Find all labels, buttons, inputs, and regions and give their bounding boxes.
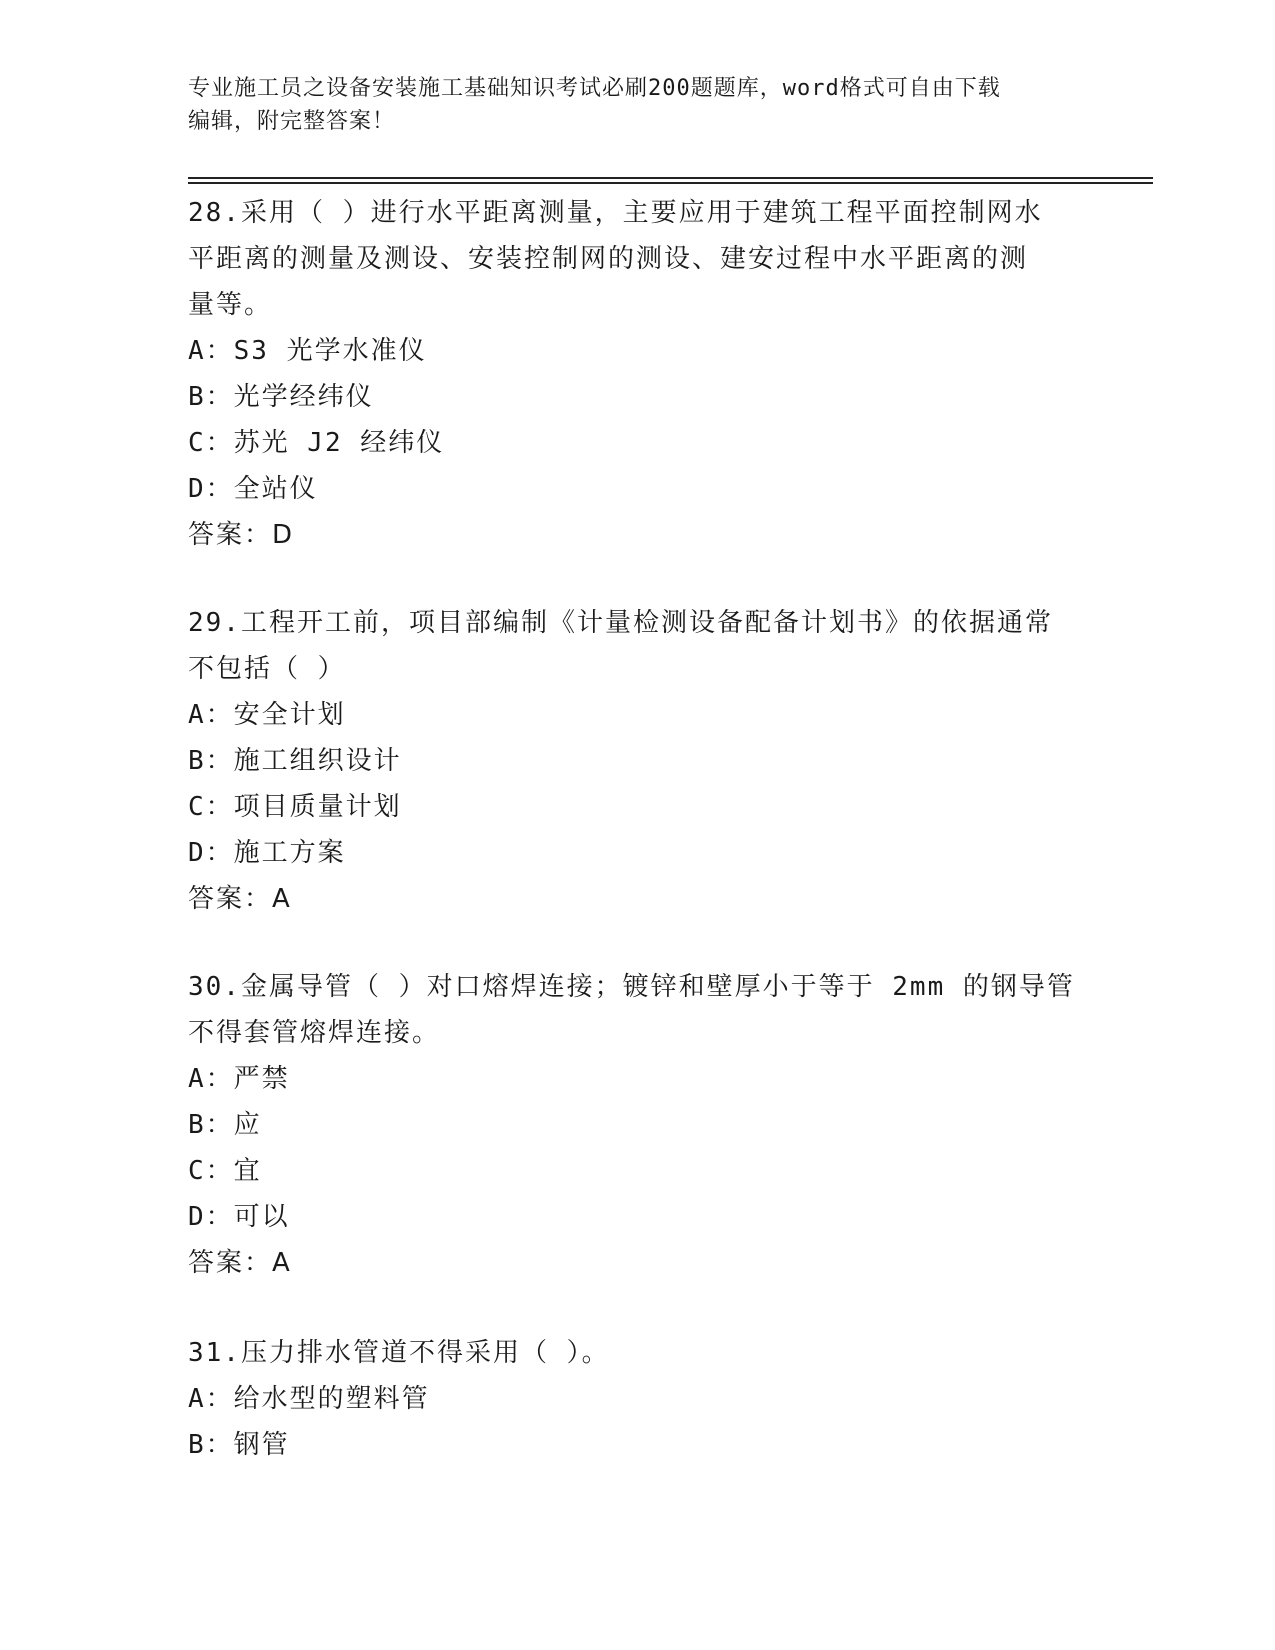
answer-label: 答案：	[188, 520, 273, 550]
question-31	[188, 1330, 1088, 1468]
option-b: B：钢管	[188, 1430, 290, 1460]
option-d: D：施工方案	[188, 838, 346, 868]
option-c: C：项目质量计划	[188, 792, 402, 822]
option-d: D：可以	[188, 1202, 290, 1232]
header-divider-top	[188, 177, 1153, 179]
answer-line	[188, 512, 1088, 558]
question-29	[188, 600, 1088, 922]
header-line-1: 专业施工员之设备安装施工基础知识考试必刷200题题库，word格式可自由下载	[188, 76, 1001, 101]
answer-value: A	[272, 1248, 291, 1278]
question-stem-line: 31.压力排水管道不得采用（ ）。	[188, 1338, 610, 1368]
option-b: B：施工组织设计	[188, 746, 402, 776]
answer-label: 答案：	[188, 884, 273, 914]
option-a: A：严禁	[188, 1064, 290, 1094]
question-stem-line: 不得套管熔焊连接。	[188, 1018, 441, 1048]
header-divider-bottom	[188, 182, 1153, 184]
option-c: C：苏光 J2 经纬仪	[188, 428, 445, 458]
question-stem-line: 30.金属导管（ ）对口熔焊连接；镀锌和壁厚小于等于 2mm 的钢导管	[188, 972, 1075, 1002]
answer-value: A	[272, 884, 291, 914]
option-d: D：全站仪	[188, 474, 318, 504]
question-stem-line: 不包括（ ）	[188, 654, 346, 684]
document-header	[188, 72, 1088, 138]
option-a: A：给水型的塑料管	[188, 1384, 430, 1414]
option-a: A：S3 光学水准仪	[188, 336, 427, 366]
question-30	[188, 964, 1088, 1286]
question-stem-line: 平距离的测量及测设、安装控制网的测设、建安过程中水平距离的测	[188, 244, 1029, 274]
answer-value: D	[272, 520, 294, 550]
question-stem-line: 28.采用（ ）进行水平距离测量，主要应用于建筑工程平面控制网水	[188, 198, 1043, 228]
header-line-2: 编辑，附完整答案！	[188, 109, 396, 134]
answer-line	[188, 876, 1088, 922]
question-stem-line: 29.工程开工前，项目部编制《计量检测设备配备计划书》的依据通常	[188, 608, 1053, 638]
answer-line	[188, 1240, 1088, 1286]
option-c: C：宜	[188, 1156, 262, 1186]
question-28	[188, 190, 1088, 558]
option-b: B：光学经纬仪	[188, 382, 374, 412]
question-stem-line: 量等。	[188, 290, 273, 320]
option-a: A：安全计划	[188, 700, 346, 730]
option-b: B：应	[188, 1110, 262, 1140]
answer-label: 答案：	[188, 1248, 273, 1278]
